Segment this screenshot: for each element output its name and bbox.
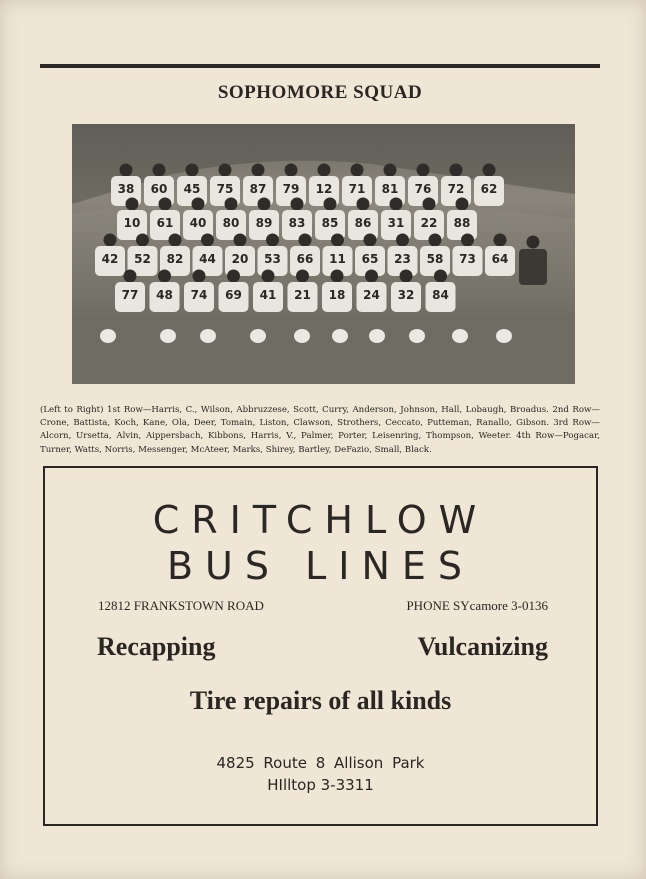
jersey-number: 64 xyxy=(491,252,509,266)
ad-tagline: Tire repairs of all kinds xyxy=(189,686,452,715)
helmet xyxy=(250,329,266,343)
jersey-number: 53 xyxy=(264,252,281,266)
jersey-number: 82 xyxy=(166,252,184,266)
jersey-number: 65 xyxy=(361,252,379,266)
jersey-number: 87 xyxy=(249,182,267,196)
jersey-number: 61 xyxy=(156,216,174,230)
jersey-number: 84 xyxy=(432,288,449,302)
photo-caption: (Left to Right) 1st Row—Harris, C., Wilson, Abbruzzese, Scott, Curry, Anderson, Johnson, Hall, Lobaugh, Broadus. 2nd Row—Crone, Battista, Koch, Kane, Ola, Deer, Tomain, Liston, Clawson, Strothers, Ceccato, Putteman, Ranallo, Gibson. 3rd Row—Alcorn, Ursetta, Alvin, Aippersbach, Kibbons, Harris, V., Palmer, Porter, Leisenring, Thompson, Weeter. 4th Row—Pogacar, Turner, Watts, Norris, Messenger, McAteer, Marks, Shirey, Bartley, DeFazio, Small, Black. xyxy=(40,405,600,455)
jersey-number: 74 xyxy=(190,288,208,302)
jersey-number: 62 xyxy=(480,182,498,196)
helmet xyxy=(452,329,468,343)
ad-location: 4825 Route 8 Allison Park xyxy=(216,754,425,772)
jersey-number: 20 xyxy=(231,252,249,266)
jersey-number: 10 xyxy=(123,216,141,230)
helmet xyxy=(496,329,512,343)
ad-location-phone: HIlltop 3-3311 xyxy=(267,776,374,794)
helmet xyxy=(200,329,216,343)
helmet xyxy=(409,329,425,343)
helmet xyxy=(100,329,116,343)
jersey-number: 73 xyxy=(459,252,476,266)
jersey-number: 41 xyxy=(259,288,277,302)
jersey-number: 88 xyxy=(453,216,471,230)
ad-phone: PHONE SYcamore 3-0136 xyxy=(406,598,548,613)
jersey-number: 77 xyxy=(121,288,139,302)
jersey-number: 40 xyxy=(189,216,207,230)
jersey-number: 22 xyxy=(420,216,438,230)
jersey-number: 31 xyxy=(387,216,405,230)
jersey-number: 66 xyxy=(296,252,314,266)
jersey-number: 44 xyxy=(199,252,216,266)
top-rule xyxy=(40,64,600,68)
jersey-number: 42 xyxy=(101,252,119,266)
team-photo-svg xyxy=(72,124,575,384)
ad-address: 12812 FRANKSTOWN ROAD xyxy=(98,598,264,613)
jersey-number: 38 xyxy=(117,182,135,196)
jersey-number: 81 xyxy=(381,182,399,196)
helmet xyxy=(160,329,176,343)
helmet xyxy=(332,329,348,343)
jersey-number: 71 xyxy=(348,182,366,196)
jersey-number: 48 xyxy=(156,288,173,302)
ad-company-name-line2: BUS LINES xyxy=(166,544,475,588)
jersey-number: 18 xyxy=(328,288,346,302)
jersey-number: 89 xyxy=(255,216,273,230)
ad-service-vulcanizing: Vulcanizing xyxy=(417,632,548,661)
helmet xyxy=(369,329,385,343)
ad-service-recapping: Recapping xyxy=(97,632,216,661)
jersey-number: 80 xyxy=(222,216,240,230)
jersey-number: 60 xyxy=(150,182,168,196)
helmet xyxy=(294,329,310,343)
jersey-number: 45 xyxy=(183,182,201,196)
jersey-number: 58 xyxy=(426,252,444,266)
jersey-number: 85 xyxy=(321,216,339,230)
ad-company-name-line1: CRITCHLOW xyxy=(152,498,489,542)
jersey-number: 52 xyxy=(134,252,151,266)
jersey-number: 75 xyxy=(216,182,234,196)
jersey-number: 69 xyxy=(225,288,242,302)
jersey-number: 23 xyxy=(394,252,411,266)
jersey-number: 83 xyxy=(288,216,306,230)
jersey-number: 76 xyxy=(414,182,432,196)
jersey-number: 79 xyxy=(282,182,300,196)
jersey-number: 21 xyxy=(294,288,311,302)
jersey-number: 72 xyxy=(447,182,465,196)
jersey-number: 24 xyxy=(363,288,380,302)
jersey-number: 86 xyxy=(354,216,372,230)
jersey-number: 32 xyxy=(397,288,415,302)
jersey-number: 12 xyxy=(315,182,333,196)
advertisement-box xyxy=(43,466,598,826)
jersey-number: 11 xyxy=(329,252,346,266)
team-photo xyxy=(72,124,575,384)
page-title: SOPHOMORE SQUAD xyxy=(217,82,423,103)
